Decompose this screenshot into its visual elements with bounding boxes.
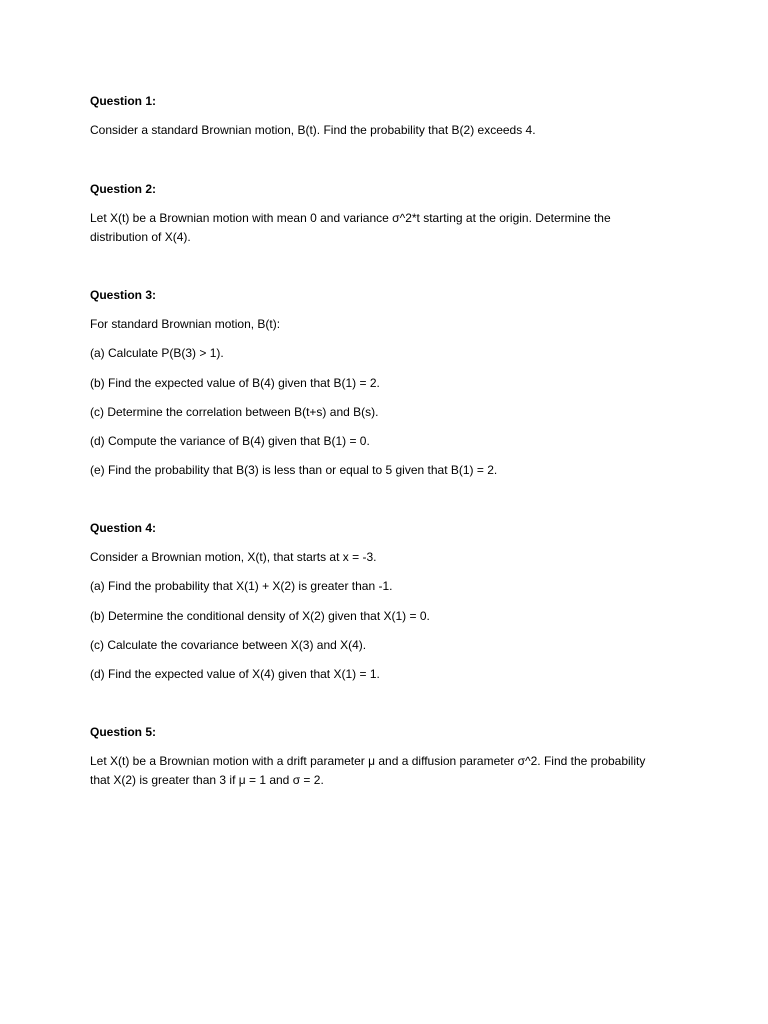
sub-question-b: (b) Find the expected value of B(4) given that B(1) = 2. xyxy=(90,376,380,390)
question-title: Question 4: xyxy=(90,521,157,535)
sub-question-a: (a) Calculate P(B(3) > 1). xyxy=(90,346,224,360)
sub-question-e: (e) Find the probability that B(3) is less than or equal to 5 given that B(1) = 2. xyxy=(90,463,498,477)
question-title: Question 1: xyxy=(90,94,157,108)
question-text: For standard Brownian motion, B(t): xyxy=(90,317,281,331)
question-text: Let X(t) be a Brownian motion with mean 0 and variance σ^2*t starting at the origin. Determine the distribution of X(4). xyxy=(90,211,611,244)
sub-question-c: (c) Determine the correlation between B(t+s) and B(s). xyxy=(90,405,379,419)
question-title: Question 3: xyxy=(90,288,157,302)
sub-question-a: (a) Find the probability that X(1) + X(2) is greater than -1. xyxy=(90,579,393,593)
question-title: Question 2: xyxy=(90,182,157,196)
question-title: Question 5: xyxy=(90,725,157,739)
question-text: Consider a Brownian motion, X(t), that starts at x = -3. xyxy=(90,550,377,564)
question-text: Let X(t) be a Brownian motion with a drift parameter μ and a diffusion parameter σ^2. Find the probability that X(2) is greater than 3 if μ = 1 and σ = 2. xyxy=(90,754,646,787)
sub-question-d: (d) Find the expected value of X(4) given that X(1) = 1. xyxy=(90,667,380,681)
sub-question-d: (d) Compute the variance of B(4) given that B(1) = 0. xyxy=(90,434,370,448)
question-text: Consider a standard Brownian motion, B(t). Find the probability that B(2) exceeds 4. xyxy=(90,123,536,137)
sub-question-c: (c) Calculate the covariance between X(3) and X(4). xyxy=(90,638,367,652)
sub-question-b: (b) Determine the conditional density of X(2) given that X(1) = 0. xyxy=(90,609,430,623)
